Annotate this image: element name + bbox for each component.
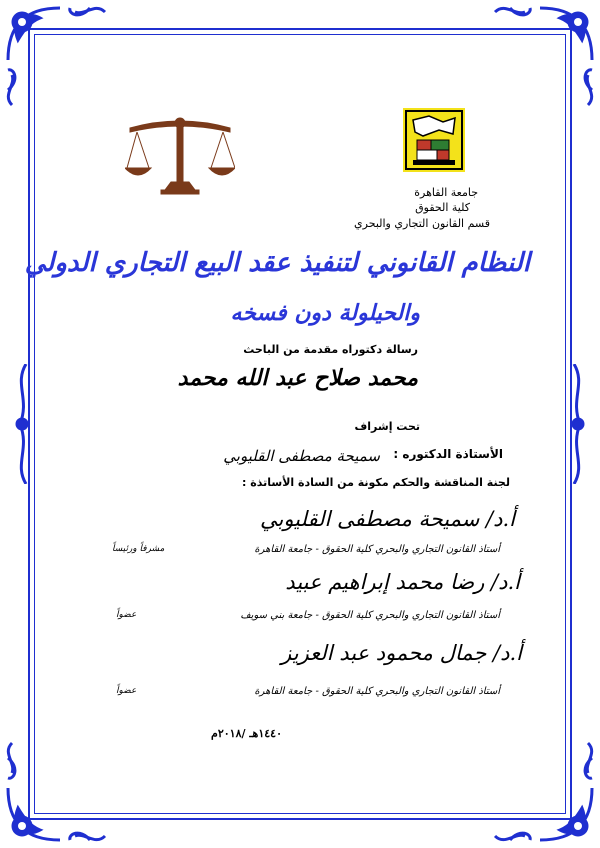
side-ornament-icon	[566, 364, 590, 484]
thesis-description: رسالة دكتوراه مقدمة من الباحث	[243, 343, 418, 356]
supervision-label: تحت إشراف	[354, 420, 420, 433]
researcher-name: محمد صلاح عبد الله محمد	[177, 365, 418, 391]
committee-member-description: أستاذ القانون التجاري والبحري كلية الحقوق - جامعة القاهرة	[254, 544, 500, 555]
supervisor-name: سميحة مصطفى القليوبي	[223, 447, 380, 465]
university-name: جامعة القاهرة	[414, 186, 478, 199]
department-name: قسم القانون التجاري والبحري	[354, 217, 490, 230]
committee-label: لجنة المناقشة والحكم مكونة من السادة الأساتذة :	[242, 476, 510, 489]
corner-ornament-icon	[0, 0, 110, 110]
thesis-title-line-2: والحيلولة دون فسخه	[230, 300, 420, 326]
committee-member-name: أ.د/ رضا محمد إبراهيم عبيد	[285, 570, 520, 594]
inner-border	[34, 34, 566, 814]
corner-ornament-icon	[490, 0, 600, 110]
cairo-university-logo	[403, 108, 465, 172]
committee-member-name: أ.د/ جمال محمود عبد العزيز	[281, 641, 522, 665]
corner-ornament-icon	[0, 738, 110, 848]
scales-of-justice-icon	[125, 110, 235, 202]
thesis-date: ١٤٤٠هـ /٢٠١٨م	[211, 727, 282, 740]
thesis-title-line-1: النظام القانوني لتنفيذ عقد البيع التجاري الدولي	[24, 248, 530, 278]
committee-member-description: أستاذ القانون التجاري والبحري كلية الحقوق - جامعة القاهرة	[254, 686, 500, 697]
committee-member-description: أستاذ القانون التجاري والبحري كلية الحقوق - جامعة بني سويف	[240, 610, 500, 621]
committee-member-role: عضواً	[116, 610, 137, 620]
faculty-name: كلية الحقوق	[415, 201, 470, 214]
side-ornament-icon	[10, 364, 34, 484]
committee-member-role: مشرفاً ورئيساً	[112, 544, 165, 554]
supervisor-title: الأستاذة الدكتوره :	[393, 447, 503, 461]
committee-member-name: أ.د/ سميحة مصطفى القليوبي	[259, 507, 515, 531]
committee-member-role: عضواً	[116, 686, 137, 696]
corner-ornament-icon	[490, 738, 600, 848]
